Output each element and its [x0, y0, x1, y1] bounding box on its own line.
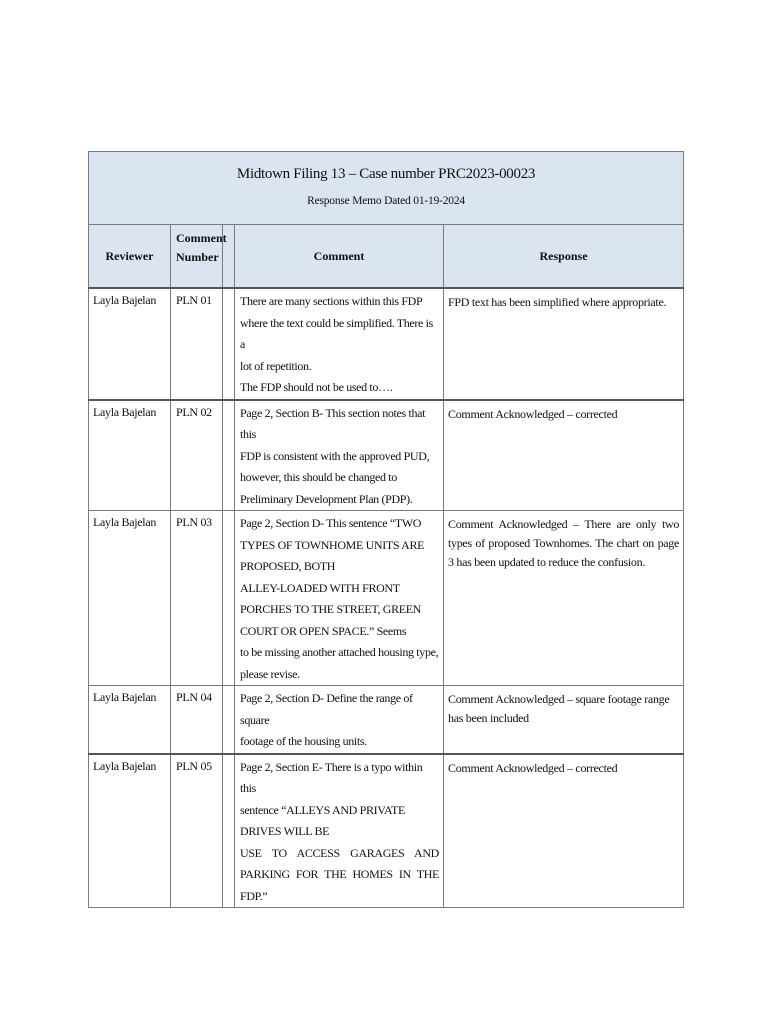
- comment-number-cell: PLN 01: [171, 288, 223, 400]
- memo-subtitle: Response Memo Dated 01-19-2024: [307, 195, 465, 207]
- column-header-number: Comment Number: [171, 225, 223, 289]
- comment-line: where the text could be simplified. There is a: [240, 315, 433, 351]
- comment-cell: [235, 686, 444, 754]
- response-cell: Comment Acknowledged – corrected: [444, 400, 684, 511]
- comment-line: however, this should be changed to: [240, 470, 397, 484]
- comment-line: FDP is consistent with the approved PUD,: [240, 448, 430, 463]
- comment-line: Page 2, Section E- There is a typo within this: [240, 759, 423, 795]
- comment-line: to be missing another attached housing type,: [240, 645, 439, 659]
- comment-number-cell: PLN 02: [171, 400, 223, 511]
- comment-line: sentence “ALLEYS AND PRIVATE: [240, 802, 405, 817]
- table-row: [89, 686, 684, 754]
- comment-cell: [235, 754, 444, 908]
- spacer-cell: [223, 686, 235, 754]
- reviewer-cell: Layla Bajelan: [89, 288, 171, 400]
- response-cell: FPD text has been simplified where appropriate.: [444, 288, 684, 400]
- column-header-comment: Comment: [235, 225, 444, 289]
- comment-line: lot of repetition.: [240, 358, 312, 373]
- table-row: [89, 288, 684, 400]
- column-header-row: [89, 225, 684, 289]
- comment-line: DRIVES WILL BE: [240, 824, 330, 838]
- response-cell: Comment Acknowledged – corrected: [444, 754, 684, 908]
- memo-title: Midtown Filing 13 – Case number PRC2023-00023: [236, 166, 536, 182]
- comment-cell: [235, 400, 444, 511]
- comment-line: USE TO ACCESS GARAGES AND: [240, 845, 439, 860]
- column-header-response: Response: [444, 225, 684, 289]
- reviewer-cell: Layla Bajelan: [89, 511, 171, 686]
- response-cell: Comment Acknowledged – There are only two types of proposed Townhomes. The chart on page 3 has been updated to reduce the confusion.: [444, 511, 684, 686]
- table-row: [89, 511, 684, 686]
- comment-line: Page 2, Section D- Define the range of square: [240, 691, 413, 727]
- comment-line: There are many sections within this FDP: [240, 294, 423, 308]
- spacer-cell: [223, 754, 235, 908]
- reviewer-cell: Layla Bajelan: [89, 686, 171, 754]
- comment-line: Page 2, Section B- This section notes that this: [240, 405, 426, 441]
- comment-line: Preliminary Development Plan (PDP).: [240, 491, 413, 506]
- comment-line: COURT OR OPEN SPACE.” Seems: [240, 623, 407, 638]
- comment-line: The FDP should not be used to….: [240, 380, 393, 394]
- response-memo-table: [88, 151, 684, 908]
- comment-line: PARKING FOR THE HOMES IN THE: [240, 867, 439, 881]
- comment-line: footage of the housing units.: [240, 734, 367, 748]
- comment-line: PORCHES TO THE STREET, GREEN: [240, 602, 421, 616]
- comment-number-cell: PLN 05: [171, 754, 223, 908]
- comment-number-cell: PLN 03: [171, 511, 223, 686]
- spacer-cell: [223, 288, 235, 400]
- comment-line: PROPOSED, BOTH: [240, 559, 336, 573]
- comment-line: Page 2, Section D- This sentence “TWO: [240, 516, 422, 530]
- comment-line: FDP.”: [240, 888, 268, 903]
- comment-cell: [235, 511, 444, 686]
- comment-cell: [235, 288, 444, 400]
- table-row: [89, 754, 684, 908]
- comment-line: TYPES OF TOWNHOME UNITS ARE: [240, 537, 425, 552]
- reviewer-cell: Layla Bajelan: [89, 400, 171, 511]
- comment-line: please revise.: [240, 666, 300, 681]
- comment-line: ALLEY-LOADED WITH FRONT: [240, 580, 400, 595]
- response-cell: Comment Acknowledged – square footage range has been included: [444, 686, 684, 754]
- spacer-cell: [223, 400, 235, 511]
- reviewer-cell: Layla Bajelan: [89, 754, 171, 908]
- memo-title-block: [89, 152, 684, 225]
- column-header-reviewer: Reviewer: [89, 225, 171, 289]
- table-row: [89, 400, 684, 511]
- spacer-cell: [223, 511, 235, 686]
- comment-number-cell: PLN 04: [171, 686, 223, 754]
